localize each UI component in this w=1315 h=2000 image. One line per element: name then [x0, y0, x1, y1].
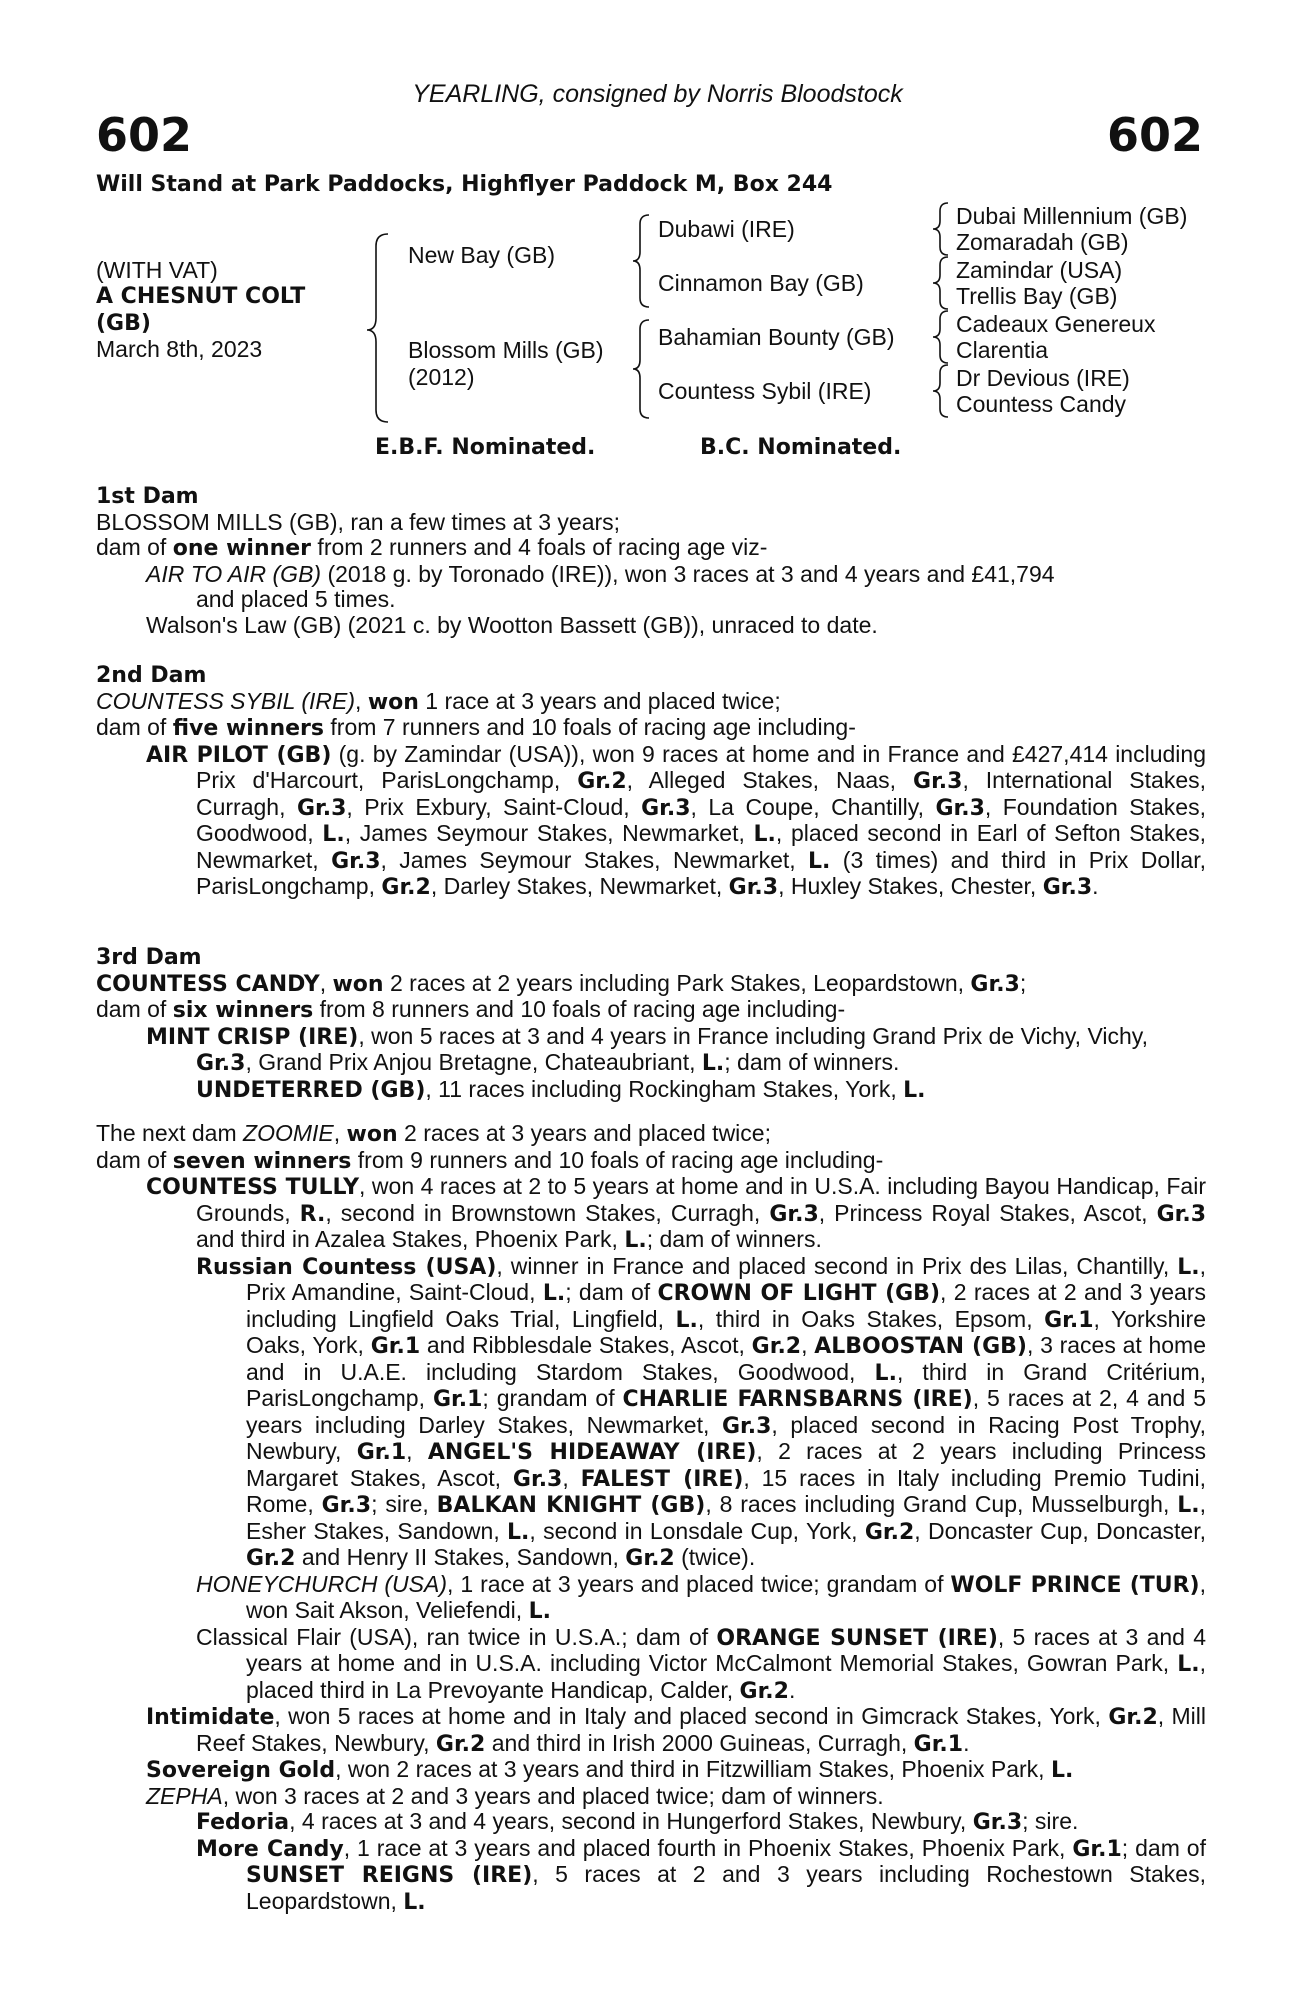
g3-1: Dubai Millennium (GB)	[956, 203, 1188, 229]
produce-entry: MINT CRISP (IRE), won 5 races at 3 and 4 years in France including Grand Prix de Vichy, Vichy, Gr.3, Grand Prix Anjou Bretagne, Chateaubriant, L.; dam of winners.	[146, 1022, 1148, 1076]
lot-number-left: 602	[96, 108, 193, 162]
produce-entry: HONEYCHURCH (USA), 1 race at 3 years and placed twice; grandam of WOLF PRINCE (TUR), won Sait Akson, Veliefendi, L.	[196, 1570, 1207, 1624]
subject-name: A CHESNUT COLT	[96, 284, 306, 309]
next-dam-line: The next dam ZOOMIE, won 2 races at 3 years and placed twice;	[96, 1120, 771, 1147]
consignment-header: YEARLING, consigned by Norris Bloodstock	[412, 80, 903, 108]
g3-2: Zomaradah (GB)	[956, 229, 1129, 255]
produce-entry: Intimidate, won 5 races at home and in Italy and placed second in Gimcrack Stakes, York, Gr.2, Mill Reef Stakes, Newbury, Gr.2 and third in Irish 2000 Guineas, Curragh, Gr.1.	[146, 1703, 1206, 1757]
section-heading: 3rd Dam	[96, 945, 202, 970]
section-heading: 2nd Dam	[96, 663, 207, 688]
dam-year: (2012)	[408, 364, 475, 390]
g3-4: Trellis Bay (GB)	[956, 283, 1118, 309]
brace-g3	[933, 311, 948, 363]
subject-name-country: (GB)	[96, 311, 151, 336]
sire-dam: Cinnamon Bay (GB)	[658, 270, 864, 296]
produce-entry: UNDETERRED (GB), 11 races including Rockingham Stakes, York, L.	[196, 1075, 926, 1103]
g3-3: Zamindar (USA)	[956, 257, 1123, 283]
dam-dam: Countess Sybil (IRE)	[658, 378, 872, 404]
produce-entry: Classical Flair (USA), ran twice in U.S.A.; dam of ORANGE SUNSET (IRE), 5 races at 3 and 4 years at home and in U.S.A. including Victor McCalmont Memorial Stakes, Gowran Park, L., placed third in La Prevoyante Handicap, Calder, Gr.2.	[196, 1623, 1207, 1704]
produce-entry: Russian Countess (USA), winner in France and placed second in Prix des Lilas, Chantilly, L., Prix Amandine, Saint-Cloud, L.; dam of CROWN OF LIGHT (GB), 2 races at 2 and 3 years including Lingfield Oaks Trial, Lingfield, L., third in Oaks Stakes, Epsom, Gr.1, Yorkshire Oaks, York, Gr.1 and Ribblesdale Stakes, Ascot, Gr.2, ALBOOSTAN (GB), 3 races at home and in U.A.E. including Stardom Stakes, Goodwood, L., third in Grand Critérium, ParisLongchamp, Gr.1; grandam of CHARLIE FARNSBARNS (IRE), 5 races at 2, 4 and 5 years including Darley Stakes, Newmarket, Gr.3, placed second in Racing Post Trophy, Newbury, Gr.1, ANGEL'S HIDEAWAY (IRE), 2 races at 2 years including Princess Margaret Stakes, Ascot, Gr.3, FALEST (IRE), 15 races in Italy including Premio Tudini, Rome, Gr.3; sire, BALKAN KNIGHT (GB), 8 races including Grand Cup, Musselburgh, L., Esher Stakes, Sandown, L., second in Lonsdale Cup, York, Gr.2, Doncaster Cup, Doncaster, Gr.2 and Henry II Stakes, Sandown, Gr.2 (twice).	[196, 1252, 1207, 1571]
brace-sire	[633, 215, 649, 307]
brace-g4	[933, 365, 948, 417]
brace-g1	[933, 203, 948, 255]
vat-note: (WITH VAT)	[96, 257, 218, 283]
next-dam-section	[96, 1121, 1206, 1915]
g3-7: Dr Devious (IRE)	[956, 365, 1130, 391]
produce-entry-continued: and placed 5 times.	[196, 586, 396, 612]
foaling-date: March 8th, 2023	[96, 336, 263, 362]
bc-nominated: B.C. Nominated.	[700, 435, 902, 460]
dam: Blossom Mills (GB)	[408, 337, 604, 363]
stand-location: Will Stand at Park Paddocks, Highflyer Paddock M, Box 244	[96, 172, 833, 197]
second-dam-section	[96, 662, 1206, 901]
g3-5: Cadeaux Genereux	[956, 311, 1156, 337]
third-dam-line: COUNTESS CANDY, won 2 races at 2 years including Park Stakes, Leopardstown, Gr.3;	[96, 969, 1027, 997]
first-dam-section	[96, 483, 1206, 638]
g3-6: Clarentia	[956, 337, 1049, 363]
sire: New Bay (GB)	[408, 242, 555, 268]
brace-g2	[933, 257, 948, 309]
ebf-nominated: E.B.F. Nominated.	[375, 435, 596, 460]
g3-8: Countess Candy	[956, 391, 1127, 417]
section-heading: 1st Dam	[96, 484, 199, 509]
produce-entry: AIR PILOT (GB) (g. by Zamindar (USA)), won 9 races at home and in France and £427,414 including Prix d'Harcourt, ParisLongchamp, Gr.2, Alleged Stakes, Naas, Gr.3, International Stakes, Curragh, Gr.3, Prix Exbury, Saint-Cloud, Gr.3, La Coupe, Chantilly, Gr.3, Foundation Stakes, Goodwood, L., James Seymour Stakes, Newmarket, L., placed second in Earl of Sefton Stakes, Newmarket, Gr.3, James Seymour Stakes, Newmarket, L. (3 times) and third in Prix Dollar, ParisLongchamp, Gr.2, Darley Stakes, Newmarket, Gr.3, Huxley Stakes, Chester, Gr.3.	[146, 740, 1207, 900]
lot-number-right: 602	[1106, 108, 1203, 162]
brace-main	[367, 234, 388, 422]
produce-entry: COUNTESS TULLY, won 4 races at 2 to 5 years at home and in U.S.A. including Bayou Handicap, Fair Grounds, R., second in Brownstown Stakes, Curragh, Gr.3, Princess Royal Stakes, Ascot, Gr.3 and third in Azalea Stakes, Phoenix Park, L.; dam of winners.	[146, 1173, 1207, 1253]
sire-sire: Dubawi (IRE)	[658, 216, 795, 242]
dam-sire: Bahamian Bounty (GB)	[658, 324, 895, 350]
first-dam-line: BLOSSOM MILLS (GB), ran a few times at 3 years;	[96, 508, 621, 535]
produce-entry: Walson's Law (GB) (2021 c. by Wootton Bassett (GB)), unraced to date.	[146, 611, 878, 638]
second-dam-line: COUNTESS SYBIL (IRE), won 1 race at 3 years and placed twice;	[96, 687, 781, 715]
third-dam-produce-summary: dam of six winners from 8 runners and 10 foals of racing age including-	[96, 996, 846, 1023]
produce-entry: Sovereign Gold, won 2 races at 3 years and third in Fitzwilliam Stakes, Phoenix Park, L.	[146, 1756, 1074, 1783]
first-dam-produce-summary: dam of one winner from 2 runners and 4 foals of racing age viz-	[96, 534, 768, 561]
second-dam-produce-summary: dam of five winners from 7 runners and 10 foals of racing age including-	[96, 714, 856, 741]
produce-entry: More Candy, 1 race at 3 years and placed fourth in Phoenix Stakes, Phoenix Park, Gr.1; dam of SUNSET REIGNS (IRE), 5 races at 2 and 3 years including Rochestown Stakes, Leopardstown, L.	[196, 1834, 1206, 1915]
next-dam-produce-summary: dam of seven winners from 9 runners and 10 foals of racing age including-	[96, 1146, 884, 1174]
brace-dam	[633, 320, 649, 418]
produce-entry: ZEPHA, won 3 races at 2 and 3 years and placed twice; dam of winners.	[146, 1782, 884, 1809]
produce-entry: Fedoria, 4 races at 3 and 4 years, second in Hungerford Stakes, Newbury, Gr.3; sire.	[196, 1808, 1079, 1835]
produce-entry: AIR TO AIR (GB) (2018 g. by Toronado (IRE)), won 3 races at 3 and 4 years and £41,794	[146, 560, 1055, 587]
third-dam-section	[96, 944, 1206, 1103]
